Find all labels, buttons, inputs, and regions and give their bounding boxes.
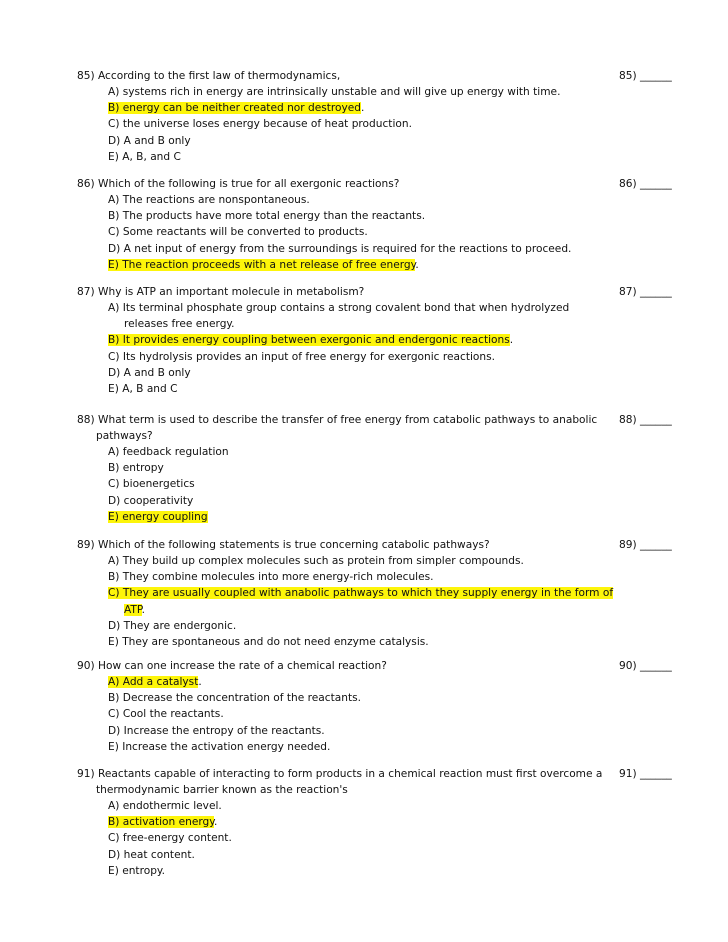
answer-highlight (108, 259, 415, 271)
answer-options (108, 444, 717, 525)
option-letter: A) (108, 86, 120, 98)
option-text: The reactions are nonspontaneous. (122, 194, 310, 206)
option-text: A and B only (123, 366, 191, 379)
option-text: feedback regulation (122, 446, 229, 458)
option-text: entropy. (122, 864, 166, 877)
option-letter: E) (108, 383, 119, 396)
answer-option[interactable] (108, 509, 616, 525)
answer-option[interactable] (108, 116, 616, 132)
answer-highlight (108, 334, 510, 346)
answer-option[interactable] (108, 365, 616, 381)
question-91 (77, 766, 717, 879)
answer-blank-line[interactable] (619, 537, 672, 553)
option-text-highlighted: energy can be neither created nor destroyed (122, 102, 362, 115)
answer-options (108, 300, 717, 397)
answer-highlight (108, 816, 214, 828)
question-number: 90) (77, 660, 95, 672)
option-text: A, B and C (122, 383, 178, 396)
question-90 (77, 658, 717, 755)
answer-option[interactable] (108, 241, 616, 257)
question-88 (77, 412, 717, 525)
question-number: 87) (77, 286, 95, 298)
option-letter: E) (108, 636, 119, 649)
option-text: The products have more total energy than the reactants. (122, 210, 426, 223)
option-suffix: . (214, 816, 218, 829)
answer-option[interactable] (108, 224, 616, 240)
answer-blank[interactable]: ______ (640, 178, 672, 190)
answer-blank[interactable]: ______ (640, 70, 672, 82)
question-stem (77, 284, 616, 300)
answer-option[interactable] (108, 381, 616, 397)
answer-number: 90) (619, 660, 637, 672)
option-letter: E) (108, 258, 119, 271)
option-letter: D) (108, 848, 121, 861)
answer-highlight (108, 511, 208, 523)
option-letter: C) (108, 478, 120, 491)
question-text: What term is used to describe the transfer of free energy from catabolic pathways to anabolic pathways? (96, 414, 598, 442)
question-number: 85) (77, 70, 95, 82)
option-text: Its hydrolysis provides an input of free energy for exergonic reactions. (122, 350, 496, 363)
answer-option[interactable] (108, 569, 616, 585)
option-letter: A) (108, 800, 120, 812)
option-letter: A) (108, 302, 120, 314)
option-letter: B) (108, 102, 120, 115)
option-letter: A) (108, 555, 120, 567)
answer-option[interactable] (108, 634, 616, 650)
answer-option[interactable] (108, 690, 616, 706)
answer-number: 85) (619, 70, 637, 82)
answer-option[interactable] (108, 706, 616, 722)
option-letter: A) (108, 676, 120, 688)
option-letter: B) (108, 210, 120, 223)
option-letter: B) (108, 334, 120, 347)
option-text-highlighted: activation energy (122, 816, 215, 829)
question-text: How can one increase the rate of a chemical reaction? (98, 660, 387, 672)
answer-option[interactable] (108, 349, 616, 365)
option-text: They build up complex molecules such as protein from simpler compounds. (122, 555, 524, 567)
answer-option[interactable] (108, 553, 616, 569)
answer-number: 86) (619, 178, 637, 190)
answer-option[interactable] (108, 739, 616, 755)
answer-blank[interactable]: ______ (640, 539, 672, 551)
option-letter: C) (108, 832, 120, 845)
question-stem (77, 176, 616, 192)
answer-option[interactable] (108, 830, 616, 846)
answer-blank-line[interactable] (619, 284, 672, 300)
answer-options (108, 84, 717, 165)
answer-blank[interactable]: ______ (640, 768, 672, 780)
option-text: A net input of energy from the surroundings is required for the reactions to proceed. (123, 242, 572, 255)
option-letter: D) (108, 494, 121, 507)
option-text: entropy (122, 462, 164, 475)
option-text: Decrease the concentration of the reactants. (122, 692, 361, 705)
answer-option[interactable] (108, 100, 616, 116)
answer-blank[interactable]: ______ (640, 286, 672, 298)
option-letter: A) (108, 194, 120, 206)
option-text: Increase the entropy of the reactants. (123, 724, 325, 737)
question-number: 91) (77, 768, 95, 780)
option-letter: D) (108, 619, 121, 632)
option-text: the universe loses energy because of heat production. (122, 118, 412, 131)
option-text-highlighted: energy coupling (122, 510, 208, 523)
option-letter: C) (108, 587, 120, 600)
question-89 (77, 537, 717, 650)
answer-option[interactable] (108, 257, 616, 273)
option-text: free-energy content. (122, 832, 232, 845)
answer-option[interactable] (108, 332, 616, 348)
option-text: A, B, and C (122, 150, 181, 163)
option-letter: C) (108, 118, 120, 131)
option-text: cooperativity (123, 494, 194, 507)
option-letter: E) (108, 150, 119, 163)
question-number: 89) (77, 539, 95, 551)
answer-blank-line[interactable] (619, 412, 672, 428)
answer-option[interactable] (108, 863, 616, 879)
answer-option[interactable] (108, 674, 616, 690)
answer-options (108, 674, 717, 755)
answer-option[interactable] (108, 618, 616, 634)
answer-option[interactable] (108, 847, 616, 863)
question-text: Reactants capable of interacting to form products in a chemical reaction must first overcome a thermodynamic barrier known as the reaction's (96, 768, 603, 796)
answer-option[interactable] (108, 84, 616, 100)
answer-number: 89) (619, 539, 637, 551)
question-87 (77, 284, 717, 397)
option-letter: C) (108, 226, 120, 239)
question-85 (77, 68, 717, 165)
option-text: Cool the reactants. (122, 708, 224, 721)
answer-option[interactable] (108, 798, 616, 814)
option-letter: B) (108, 462, 120, 475)
option-letter: E) (108, 864, 119, 877)
option-letter: D) (108, 242, 121, 255)
option-letter: D) (108, 724, 121, 737)
option-text-highlighted: They are usually coupled with anabolic pathways to which they supply energy in the form of ATP (122, 587, 614, 616)
option-letter: E) (108, 740, 119, 753)
option-text: A and B only (123, 134, 191, 147)
answer-option[interactable] (108, 476, 616, 492)
answer-option[interactable] (108, 149, 616, 165)
answer-option[interactable] (108, 192, 616, 208)
option-text: Some reactants will be converted to products. (122, 226, 368, 239)
option-letter: B) (108, 692, 120, 705)
question-text: Which of the following statements is true concerning catabolic pathways? (98, 539, 490, 551)
answer-option[interactable] (108, 133, 616, 149)
answer-option[interactable] (108, 208, 616, 224)
answer-options (108, 798, 717, 879)
option-text: endothermic level. (122, 800, 222, 812)
answer-number: 91) (619, 768, 637, 780)
answer-option[interactable] (108, 814, 616, 830)
option-letter: C) (108, 708, 120, 721)
option-text: systems rich in energy are intrinsically unstable and will give up energy with time. (122, 86, 561, 98)
answer-blank[interactable]: ______ (640, 414, 672, 426)
answer-option[interactable] (108, 300, 616, 332)
answer-highlight (108, 676, 198, 688)
option-letter: C) (108, 350, 120, 363)
option-text: They combine molecules into more energy-rich molecules. (122, 571, 434, 584)
option-text: heat content. (123, 848, 195, 861)
option-suffix: . (415, 258, 419, 271)
option-text: They are endergonic. (123, 619, 237, 632)
option-letter: E) (108, 510, 119, 523)
answer-option[interactable] (108, 460, 616, 476)
question-text: Why is ATP an important molecule in metabolism? (98, 286, 365, 298)
option-letter: A) (108, 446, 120, 458)
option-text-highlighted: It provides energy coupling between exergonic and endergonic reactions (122, 334, 510, 347)
question-stem (77, 658, 616, 674)
question-stem (77, 537, 616, 553)
question-text: Which of the following is true for all exergonic reactions? (98, 178, 400, 190)
answer-option[interactable] (108, 723, 616, 739)
answer-blank-line[interactable] (619, 176, 672, 192)
option-text-highlighted: Add a catalyst (122, 676, 199, 688)
answer-option[interactable] (108, 493, 616, 509)
option-text: Increase the activation energy needed. (122, 740, 331, 753)
question-number: 86) (77, 178, 95, 190)
answer-option[interactable] (108, 444, 616, 460)
answer-options (108, 553, 717, 650)
answer-option[interactable] (108, 585, 616, 617)
question-86 (77, 176, 717, 273)
answer-number: 87) (619, 286, 637, 298)
option-suffix: . (141, 603, 146, 616)
option-letter: B) (108, 571, 120, 584)
question-stem (77, 412, 616, 444)
answer-blank-line[interactable] (619, 68, 672, 84)
answer-blank-line[interactable] (619, 658, 672, 674)
question-stem (77, 68, 616, 84)
answer-number: 88) (619, 414, 637, 426)
answer-highlight (108, 587, 613, 615)
option-text: bioenergetics (122, 478, 195, 491)
question-stem (77, 766, 616, 798)
option-letter: B) (108, 816, 120, 829)
option-suffix: . (509, 334, 514, 347)
option-text: Its terminal phosphate group contains a strong covalent bond that when hydrolyzed releases free energy. (122, 302, 570, 331)
answer-blank-line[interactable] (619, 766, 672, 782)
option-text-highlighted: The reaction proceeds with a net release of free energy (122, 258, 416, 271)
option-letter: D) (108, 134, 121, 147)
option-suffix: . (361, 102, 365, 115)
option-text: They are spontaneous and do not need enzyme catalysis. (122, 636, 429, 649)
answer-blank[interactable]: ______ (640, 660, 672, 672)
option-suffix: . (198, 676, 202, 688)
answer-options (108, 192, 717, 273)
question-number: 88) (77, 414, 95, 426)
question-text: According to the first law of thermodynamics, (98, 70, 341, 82)
answer-highlight (108, 102, 361, 114)
option-letter: D) (108, 366, 121, 379)
